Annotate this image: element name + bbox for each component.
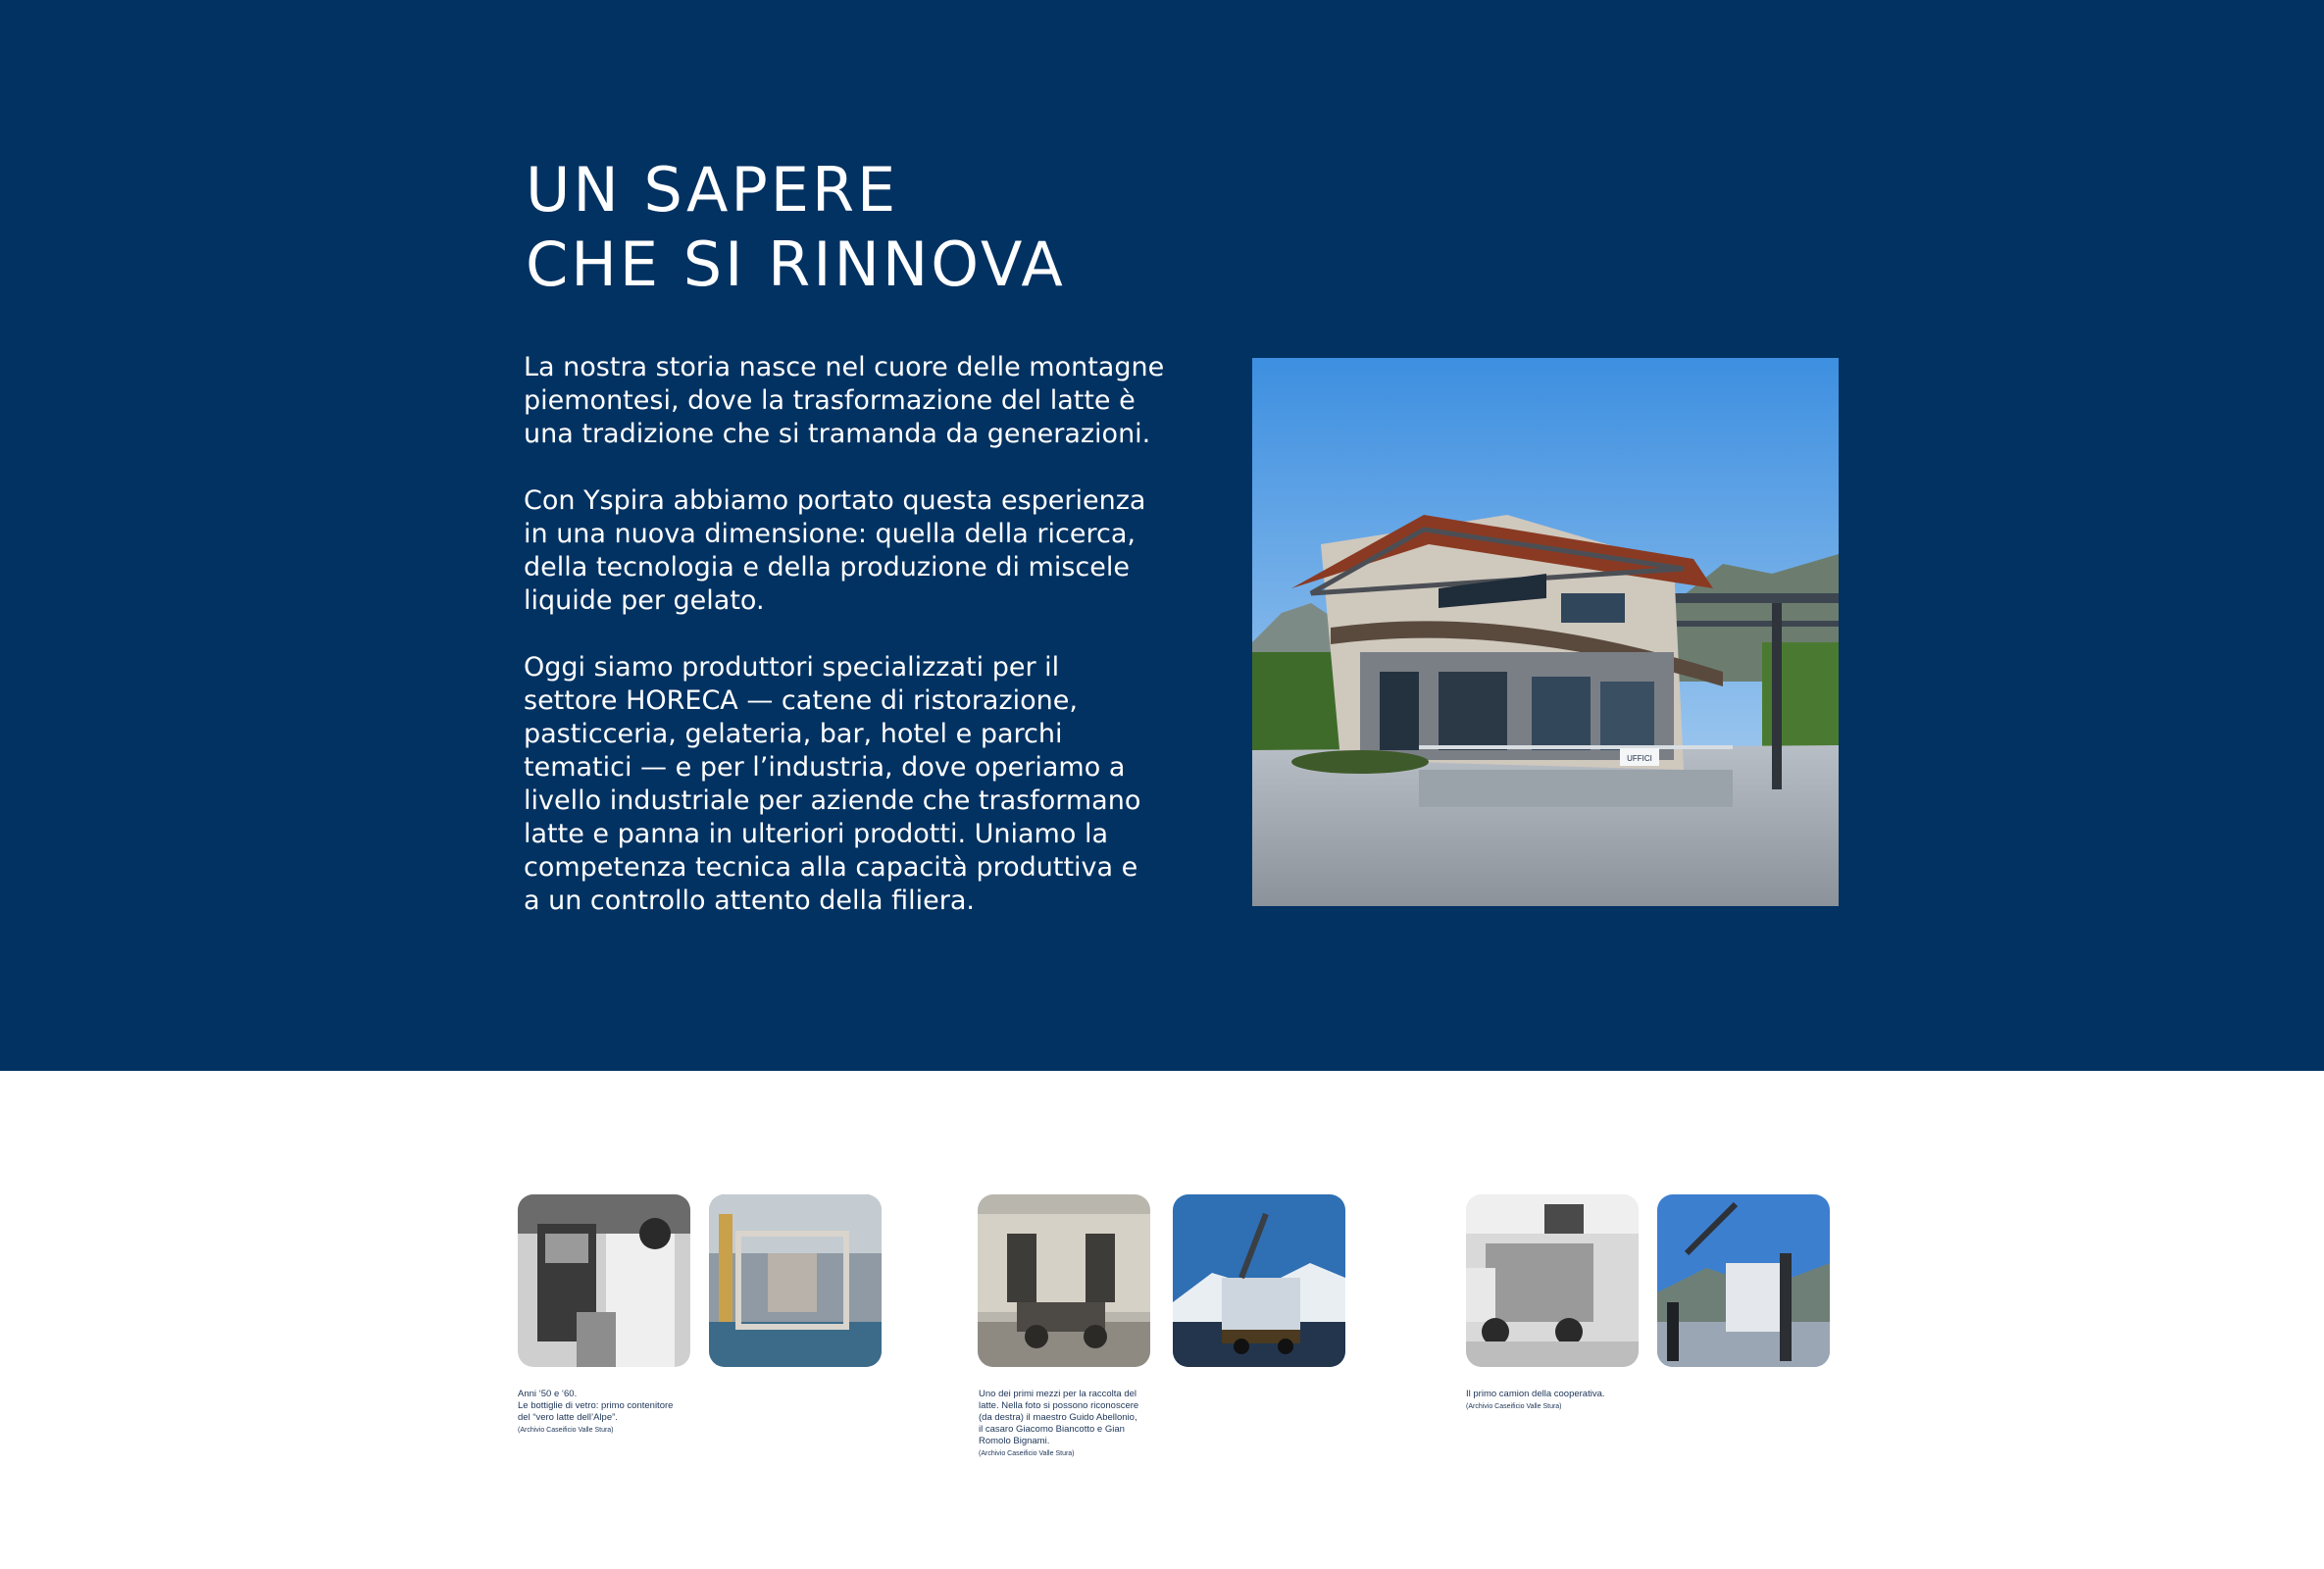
building-photo: [1252, 358, 1839, 906]
timeline-caption-1: Anni ‘50 e ‘60. Le bottiglie di vetro: primo contenitore del “vero latte dell’Alpe”. (Archivio Caseificio Valle Stura): [518, 1389, 674, 1434]
modern-production-line-photo: [709, 1194, 882, 1367]
title-line-1: UN SAPERE: [526, 154, 899, 226]
archive-photo-milk-cart: [978, 1194, 1150, 1367]
timeline-caption-2: Uno dei primi mezzi per la raccolta del latte. Nella foto si possono riconoscere (da destra) il maestro Guido Abellonio, il casaro Giacomo Biancotto e Gian Romolo Bignami. (Archivio Caseificio Valle Stura): [979, 1389, 1139, 1457]
archive-photo-first-truck: [1466, 1194, 1639, 1367]
paragraph-history: La nostra storia nasce nel cuore delle montagne piemontesi, dove la trasformazione del latte è una tradizione che si tramanda da generazioni.: [524, 352, 1165, 449]
intro-text: [524, 351, 1210, 951]
modern-installation-photo: [1657, 1194, 1830, 1367]
svg-text:UFFICI: UFFICI: [1627, 754, 1652, 763]
paragraph-today: Oggi siamo produttori specializzati per il settore HORECA — catene di ristorazione, pasticceria, gelateria, bar, hotel e parchi tematici — e per l’industria, dove operiamo a livello industriale per aziende che trasformano latte e panna in ulteriori prodotti. Uniamo la competenza tecnica alla capacità produttiva e a un controllo attento della filiera.: [524, 652, 1141, 916]
archive-photo-glass-bottles: [518, 1194, 690, 1367]
modern-truck-crane-photo: [1173, 1194, 1345, 1367]
title-line-2: CHE SI RINNOVA: [526, 228, 1066, 300]
paragraph-yspira: Con Yspira abbiamo portato questa esperienza in una nuova dimensione: quella della ricerca, della tecnologia e della produzione di miscele liquide per gelato.: [524, 485, 1146, 616]
page-title: [526, 153, 1066, 302]
timeline-caption-3: Il primo camion della cooperativa. (Archivio Caseificio Valle Stura): [1466, 1389, 1605, 1410]
